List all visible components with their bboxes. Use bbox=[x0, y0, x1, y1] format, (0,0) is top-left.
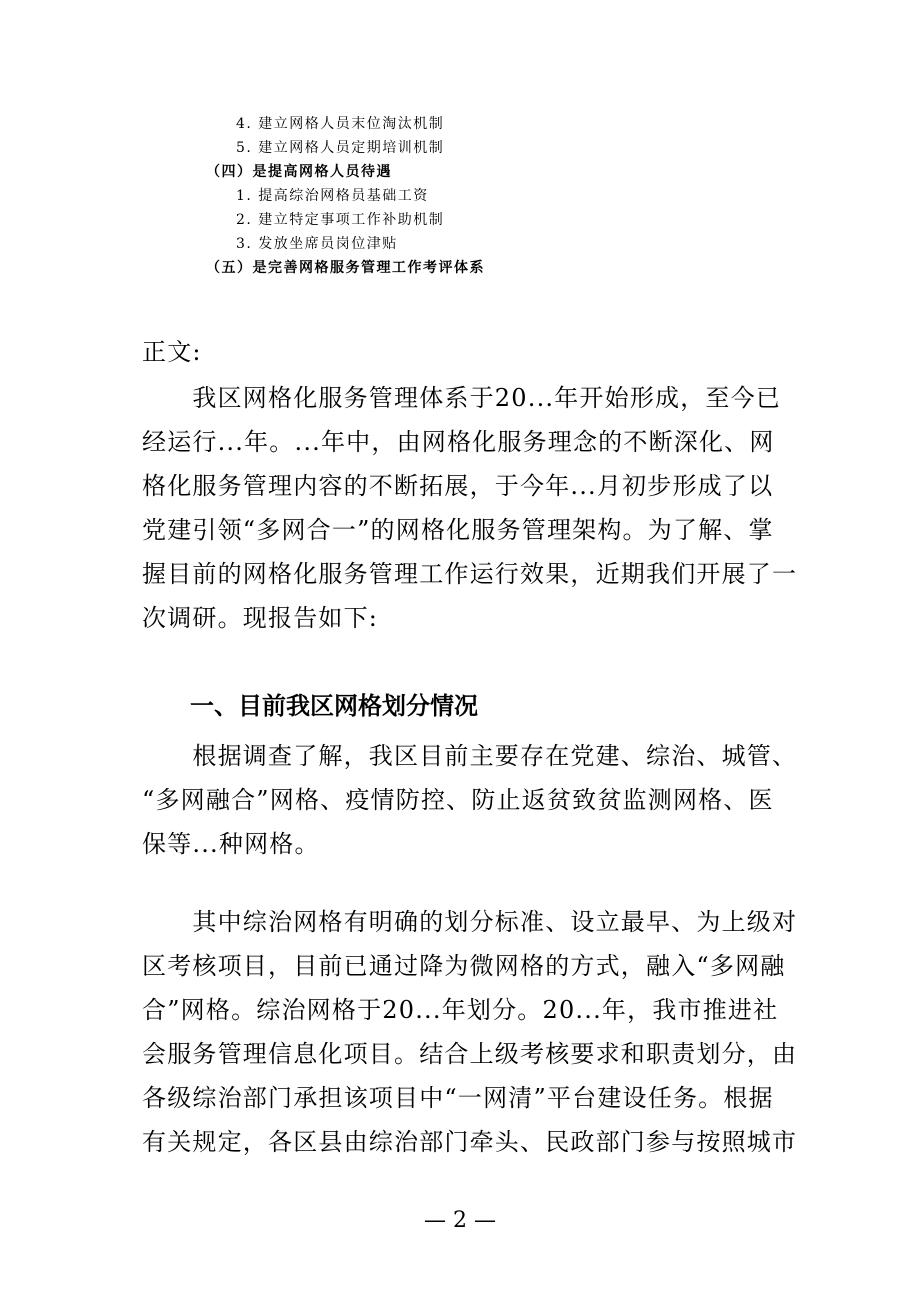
toc-item-3: 3. 发放坐席员岗位津贴 bbox=[236, 236, 398, 252]
paragraph-line: 区考核项目，目前已通过降为微网格的方式，融入“多网融 bbox=[142, 952, 786, 980]
paragraph-line: “多网融合”网格、疫情防控、防止返贫致贫监测网格、医 bbox=[142, 786, 774, 814]
paragraph-intro bbox=[142, 376, 798, 640]
paragraph-grid-types bbox=[142, 734, 798, 866]
paragraph-line: 其中综治网格有明确的划分标准、设立最早、为上级对 bbox=[142, 908, 798, 936]
paragraph-line: 有关规定，各区县由综治部门牵头、民政部门参与按照城市 bbox=[142, 1128, 798, 1156]
paragraph-line: 握目前的网格化服务管理工作运行效果，近期我们开展了一 bbox=[142, 560, 798, 588]
paragraph-line: 保等...种网格。 bbox=[142, 830, 320, 858]
toc-item-1: 1. 提高综治网格员基础工资 bbox=[236, 188, 429, 204]
paragraph-line: 合”网格。综治网格于20...年划分。20...年，我市推进社 bbox=[142, 996, 779, 1024]
paragraph-line: 会服务管理信息化项目。结合上级考核要求和职责划分，由 bbox=[142, 1040, 798, 1068]
toc-section-4: （四）是提高网格人员待遇 bbox=[206, 164, 392, 180]
toc-item-2: 2. 建立特定事项工作补助机制 bbox=[236, 212, 445, 228]
paragraph-line: 各级综治部门承担该项目中“一网清”平台建设任务。根据 bbox=[142, 1084, 774, 1112]
paragraph-line: 次调研。现报告如下: bbox=[142, 604, 379, 632]
paragraph-comprehensive-grid bbox=[142, 900, 798, 1164]
paragraph-line: 我区网格化服务管理体系于20...年开始形成，至今已 bbox=[142, 384, 782, 412]
paragraph-line: 经运行...年。...年中，由网格化服务理念的不断深化、网 bbox=[142, 428, 775, 456]
body-label: 正文: bbox=[142, 338, 202, 366]
section-heading: 一、目前我区网格划分情况 bbox=[190, 692, 478, 720]
toc-item-5: 5. 建立网格人员定期培训机制 bbox=[236, 140, 445, 156]
paragraph-line: 党建引领“多网合一”的网格化服务管理架构。为了解、掌 bbox=[142, 516, 774, 544]
page-number: — 2 — bbox=[424, 1208, 496, 1233]
paragraph-line: 格化服务管理内容的不断拓展，于今年...月初步形成了以 bbox=[142, 472, 774, 500]
toc-section-5: （五）是完善网格服务管理工作考评体系 bbox=[206, 260, 485, 276]
toc-item-4: 4. 建立网格人员末位淘汰机制 bbox=[236, 116, 445, 132]
paragraph-line: 根据调查了解，我区目前主要存在党建、综治、城管、 bbox=[142, 742, 798, 770]
